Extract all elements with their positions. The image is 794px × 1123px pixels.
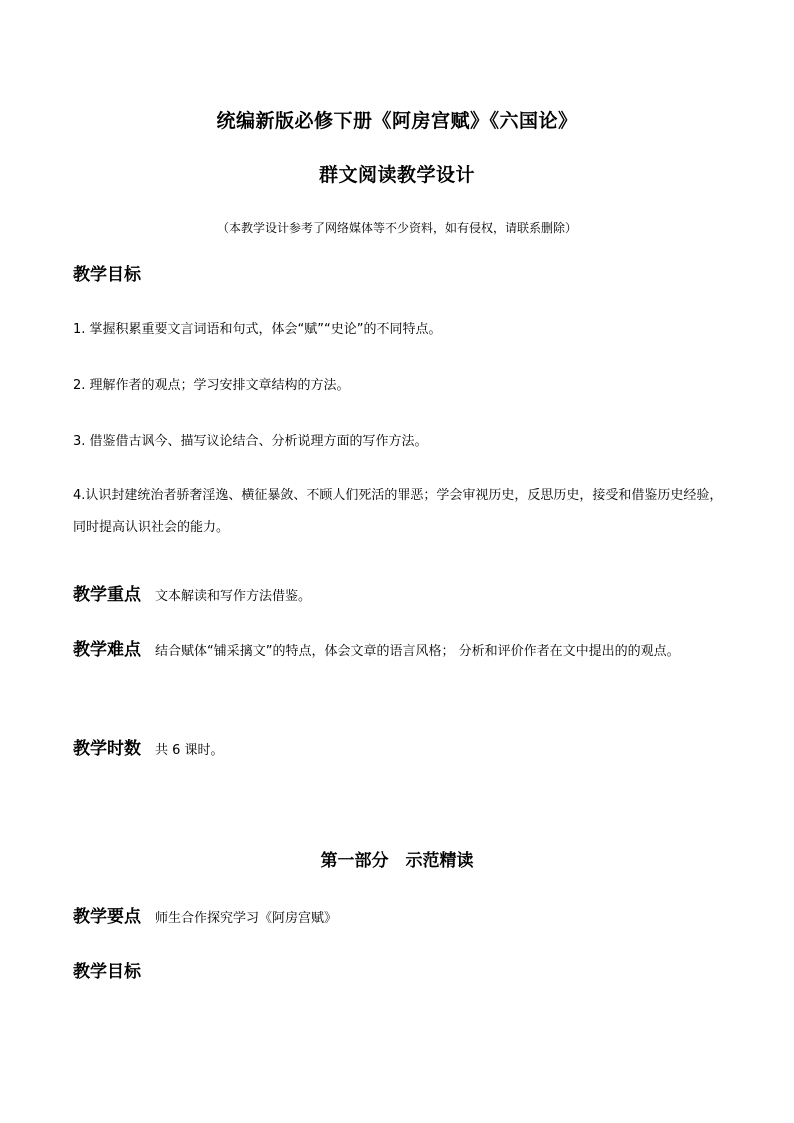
- hours-row: [73, 734, 224, 759]
- key-points-value: 文本解读和写作方法借鉴。: [155, 589, 312, 604]
- goal-item-4: 4.认识封建统治者骄奢淫逸、横征暴敛、不顾人们死活的罪恶；学会审视历史，反思历史，接受和借鉴历史经验，同时提高认识社会的能力。: [73, 488, 723, 535]
- key-points-row: [73, 580, 311, 605]
- key-points-label: 教学重点: [73, 585, 141, 605]
- hours-value: 共 6 课时。: [155, 743, 224, 758]
- document-subtitle: 群文阅读教学设计: [318, 164, 475, 186]
- hours-label: 教学时数: [73, 739, 141, 759]
- goal-item-3: 3. 借鉴借古讽今、描写议论结合、分析说理方面的写作方法。: [73, 434, 428, 449]
- document-title: 统编新版必修下册《阿房宫赋》《六国论》: [216, 110, 578, 132]
- teaching-points-row: [73, 902, 337, 927]
- difficulty-value: 结合赋体“铺采摛文”的特点，体会文章的语言风格； 分析和评价作者在文中提出的的观点。: [155, 644, 680, 659]
- part-one-title: 第一部分 示范精读: [320, 851, 474, 871]
- difficulty-row: [73, 632, 723, 670]
- teaching-points-label: 教学要点: [73, 907, 141, 927]
- goal-item-1: 1. 掌握积累重要文言词语和句式，体会“赋”“史论”的不同特点。: [73, 322, 442, 337]
- teaching-points-value: 师生合作探究学习《阿房宫赋》: [155, 911, 338, 926]
- difficulty-label: 教学难点: [73, 640, 141, 660]
- goal-item-2: 2. 理解作者的观点；学习安排文章结构的方法。: [73, 378, 350, 393]
- section-heading-goals: 教学目标: [73, 265, 141, 285]
- section-heading-goals-2: 教学目标: [73, 962, 141, 982]
- disclaimer-note: （本教学设计参考了网络媒体等不少资料，如有侵权，请联系删除）: [216, 221, 577, 235]
